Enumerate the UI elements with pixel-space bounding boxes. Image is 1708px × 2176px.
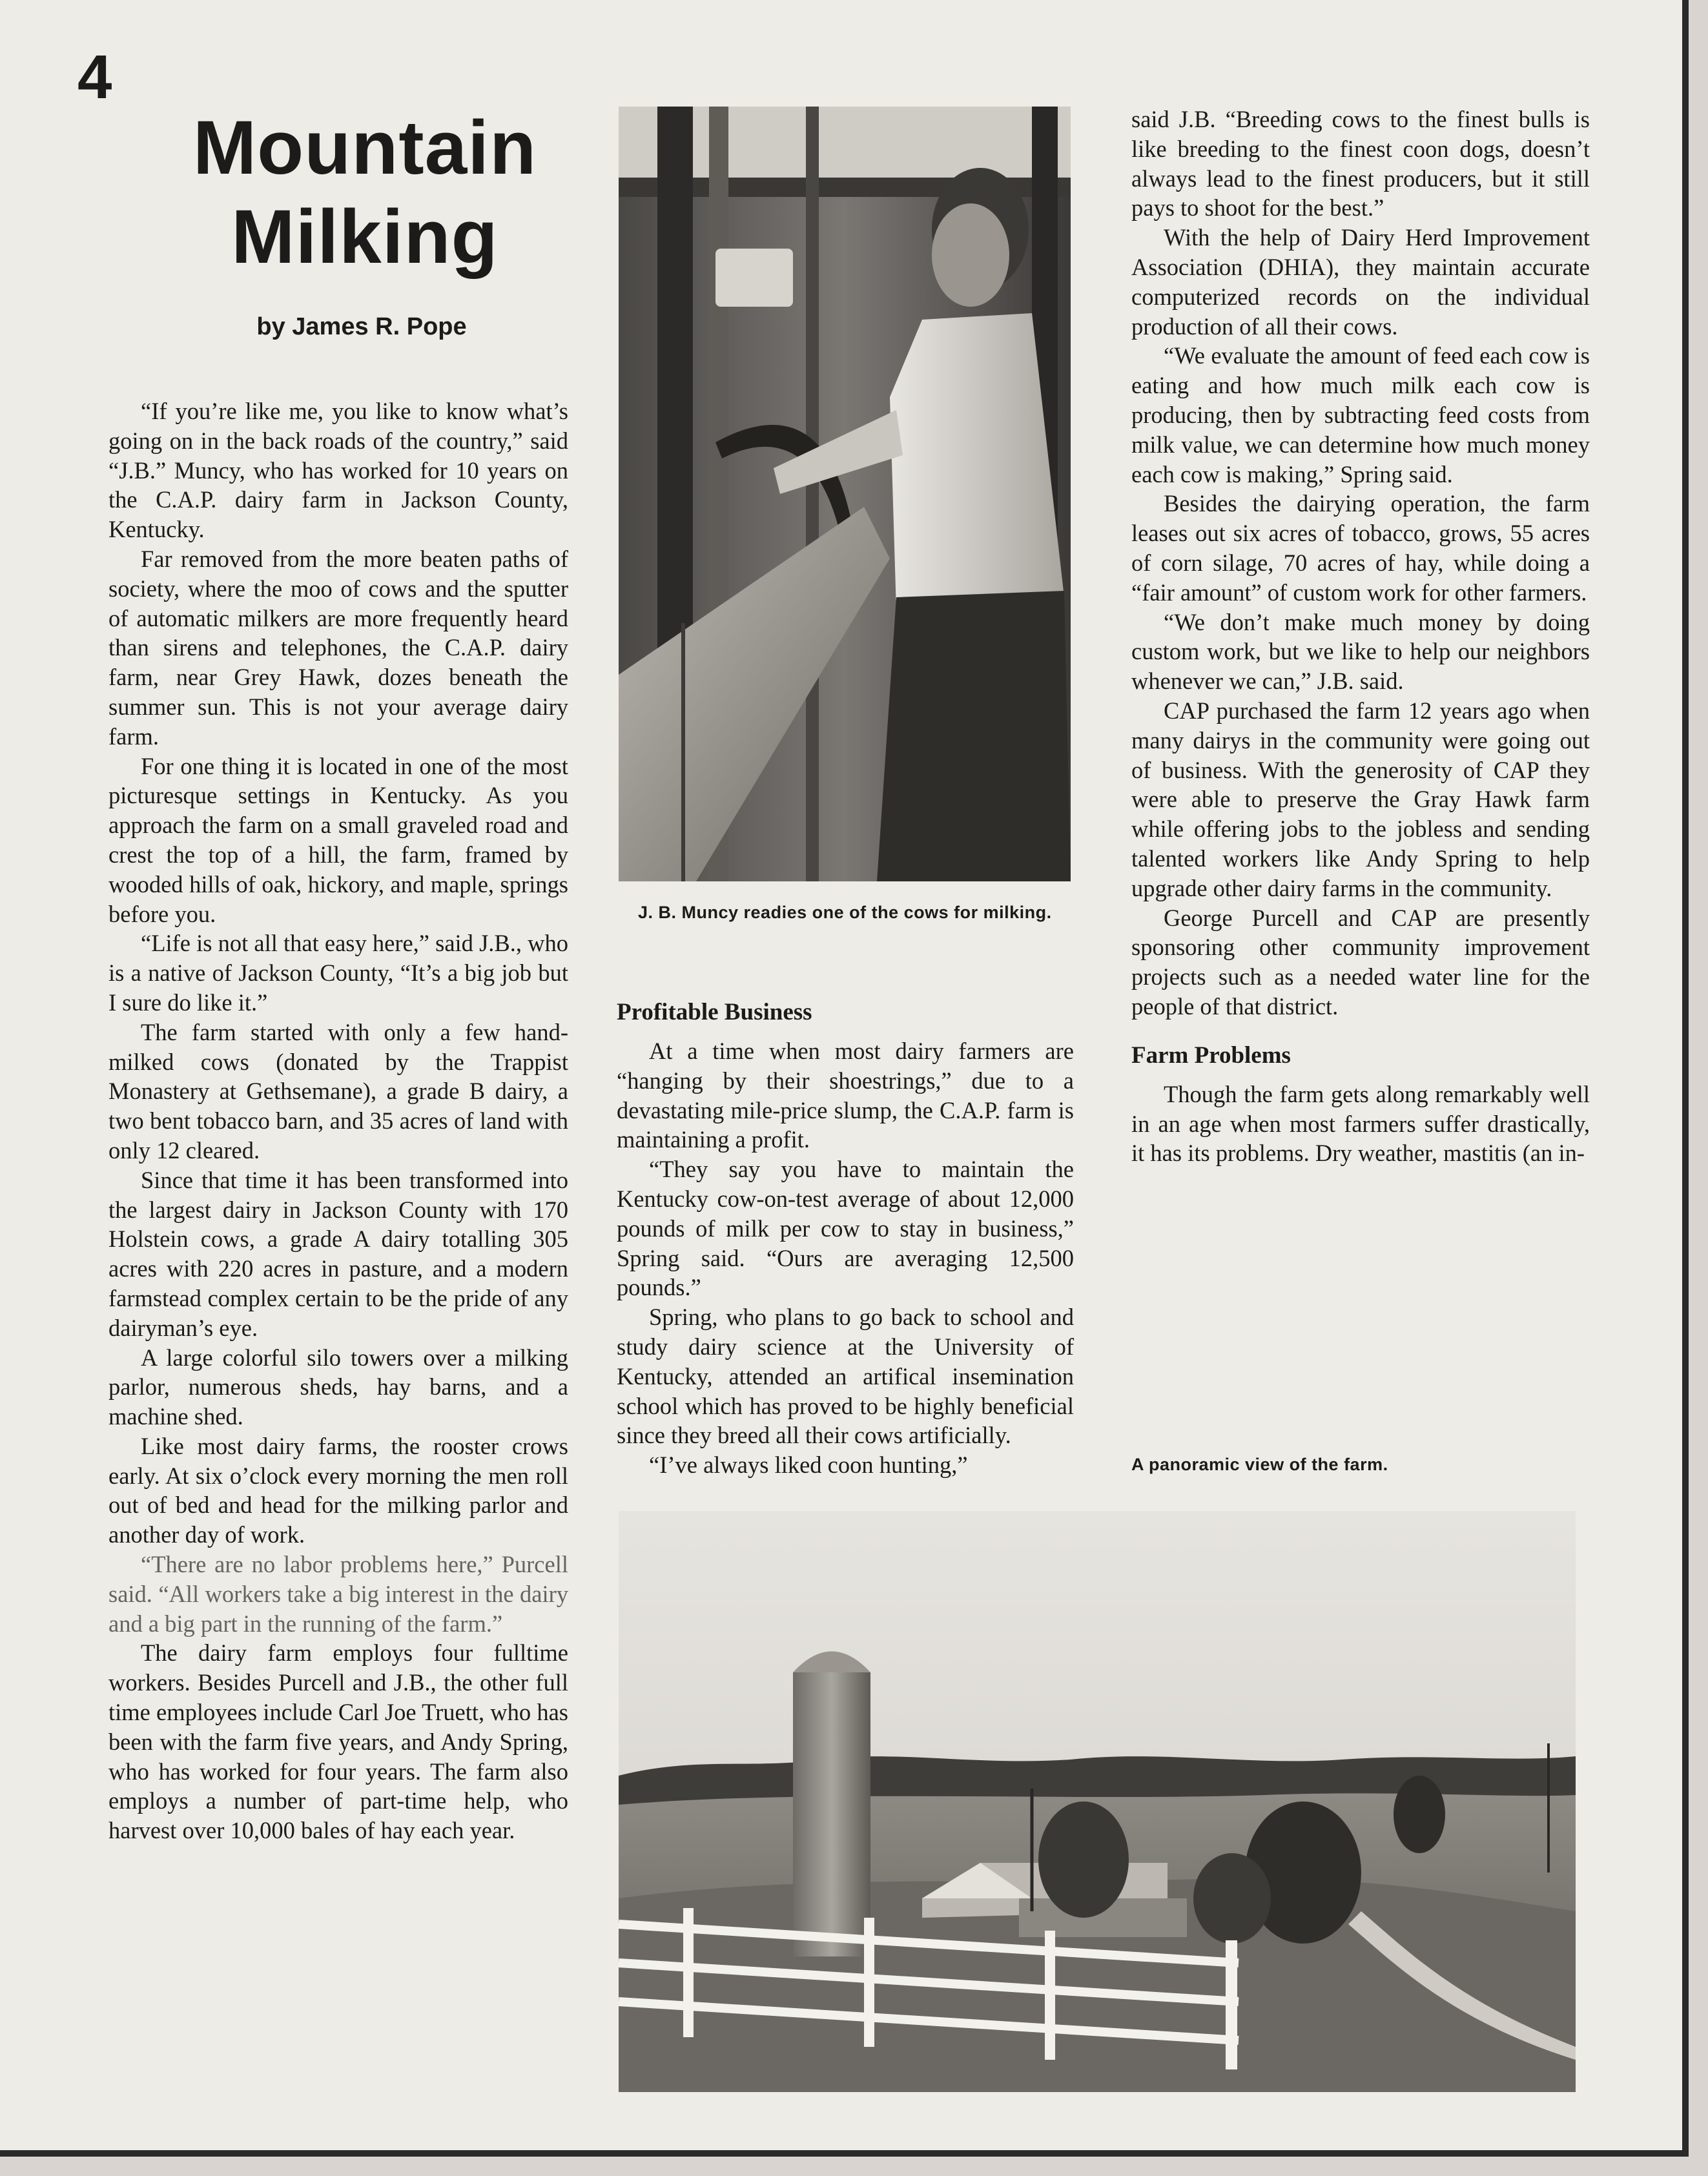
paragraph: said J.B. “Breeding cows to the finest bulls is like breeding to the finest coon dogs, doesn’t always lead to the finest producers, but it still pays to shoot for the best.”	[1131, 106, 1590, 221]
paragraph: “I’ve always liked coon hunting,”	[649, 1452, 968, 1479]
paragraph: “We evaluate the amount of feed each cow is eating and how much milk each cow is producing, then by subtracting feed costs from milk value, we can determine how much money each cow is making,” Spring said.	[1131, 342, 1590, 488]
photo-farm-panorama	[619, 1511, 1576, 2092]
photo-muncy-caption: J. B. Muncy readies one of the cows for milking.	[638, 903, 1052, 922]
headline-line-2: Milking	[231, 194, 499, 280]
paragraph: The dairy farm employs four fulltime workers. Besides Purcell and J.B., the other full time employees include Carl Joe Truett, who has been with the farm five years, and Andy Spring, who has worked for four years. The farm also employs a number of part-time help, who harvest over 10,000 bales of hay each year.	[108, 1639, 568, 1844]
paragraph: “They say you have to maintain the Kentucky cow-on-test average of about 12,000 pounds of milk per cow to stay in business,” Spring said. “Ours are averaging 12,500 pounds.”	[617, 1156, 1074, 1301]
paragraph: A large colorful silo towers over a milking parlor, numerous sheds, hay barns, and a machine shed.	[108, 1344, 568, 1430]
paragraph: Spring, who plans to go back to school and study dairy science at the University of Kentucky, attended an artifical insemination school which has proved to be highly beneficial since they breed all their cows artificially.	[617, 1304, 1074, 1449]
paragraph: Since that time it has been transformed into the largest dairy in Jackson County with 170 Holstein cows, a grade A dairy totalling 305 acres with 220 acres in pasture, and a modern farmstead complex certain to be the pride of any dairyman’s eye.	[108, 1166, 568, 1341]
paragraph: At a time when most dairy farmers are “hanging by their shoestrings,” due to a devastating mile-price slump, the C.A.P. farm is maintaining a profit.	[617, 1038, 1074, 1153]
paragraph: Though the farm gets along remarkably well in an age when most farmers suffer drastically, it has its problems. Dry weather, mastitis (an in-	[1131, 1080, 1590, 1167]
section-heading-profitable-business: Profitable Business	[617, 999, 812, 1025]
paragraph: CAP purchased the farm 12 years ago when many dairys in the community were going out of business. With the generosity of CAP they were able to preserve the Gray Hawk farm while offering jobs to the jobless and sending talented workers like Andy Spring to help upgrade other dairy farms in the community.	[1131, 697, 1590, 901]
paragraph: The farm started with only a few hand-milked cows (donated by the Trappist Monastery at Gethsemane), a grade B dairy, a two bent tobacco barn, and 35 acres of land with only 12 cleared.	[108, 1018, 568, 1164]
paragraph: George Purcell and CAP are presently sponsoring other community improvement projects such as a needed water line for the people of that district.	[1131, 904, 1590, 1020]
paragraph: With the help of Dairy Herd Improvement Association (DHIA), they maintain accurate computerized records on the individual production of all their cows.	[1131, 224, 1590, 340]
paragraph: “There are no labor problems here,” Purcell said. “All workers take a big interest in the dairy and a big part in the running of the farm.”	[108, 1551, 568, 1637]
paragraph: “If you’re like me, you like to know what’s going on in the back roads of the country,” said “J.B.” Muncy, who has worked for 10 years on the C.A.P. dairy farm in Jackson County, Kentucky.	[108, 398, 568, 543]
article-column-1	[108, 396, 568, 1845]
paragraph: For one thing it is located in one of the most picturesque settings in Kentucky. As you approach the farm on a small graveled road and crest the top of a hill, the farm, framed by wooded hills of oak, hickory, and maple, springs before you.	[108, 752, 568, 927]
page-number: 4	[77, 43, 112, 112]
photo-farm-panorama-image	[619, 1511, 1576, 2092]
article-byline: by James R. Pope	[256, 313, 467, 340]
article-headline	[123, 103, 607, 282]
paragraph: Far removed from the more beaten paths of society, where the moo of cows and the sputter of automatic milkers are more frequently heard than sirens and telephones, the C.A.P. dairy farm, near Grey Hawk, dozes beneath the summer sun. This is not your average dairy farm.	[108, 545, 568, 750]
photo-farm-caption: A panoramic view of the farm.	[1131, 1455, 1388, 1474]
paragraph: “We don’t make much money by doing custom work, but we like to help our neighbors whenever we can,” J.B. said.	[1131, 608, 1590, 695]
paragraph: “Life is not all that easy here,” said J.B., who is a native of Jackson County, “It’s a big job but I sure do like it.”	[108, 930, 568, 1016]
article-column-2	[617, 998, 1074, 1480]
photo-muncy-milking-image	[619, 107, 1071, 881]
paragraph: Besides the dairying operation, the farm leases out six acres of tobacco, grows, 55 acres of corn silage, 70 acres of hay, while doing a “fair amount” of custom work for other farmers.	[1131, 490, 1590, 606]
photo-muncy-milking	[619, 107, 1071, 881]
paragraph: Like most dairy farms, the rooster crows early. At six o’clock every morning the men roll out of bed and head for the milking parlor and another day of work.	[108, 1432, 568, 1548]
headline-line-1: Mountain	[192, 105, 537, 190]
section-heading-farm-problems: Farm Problems	[1131, 1042, 1291, 1069]
article-column-3	[1131, 105, 1590, 1168]
